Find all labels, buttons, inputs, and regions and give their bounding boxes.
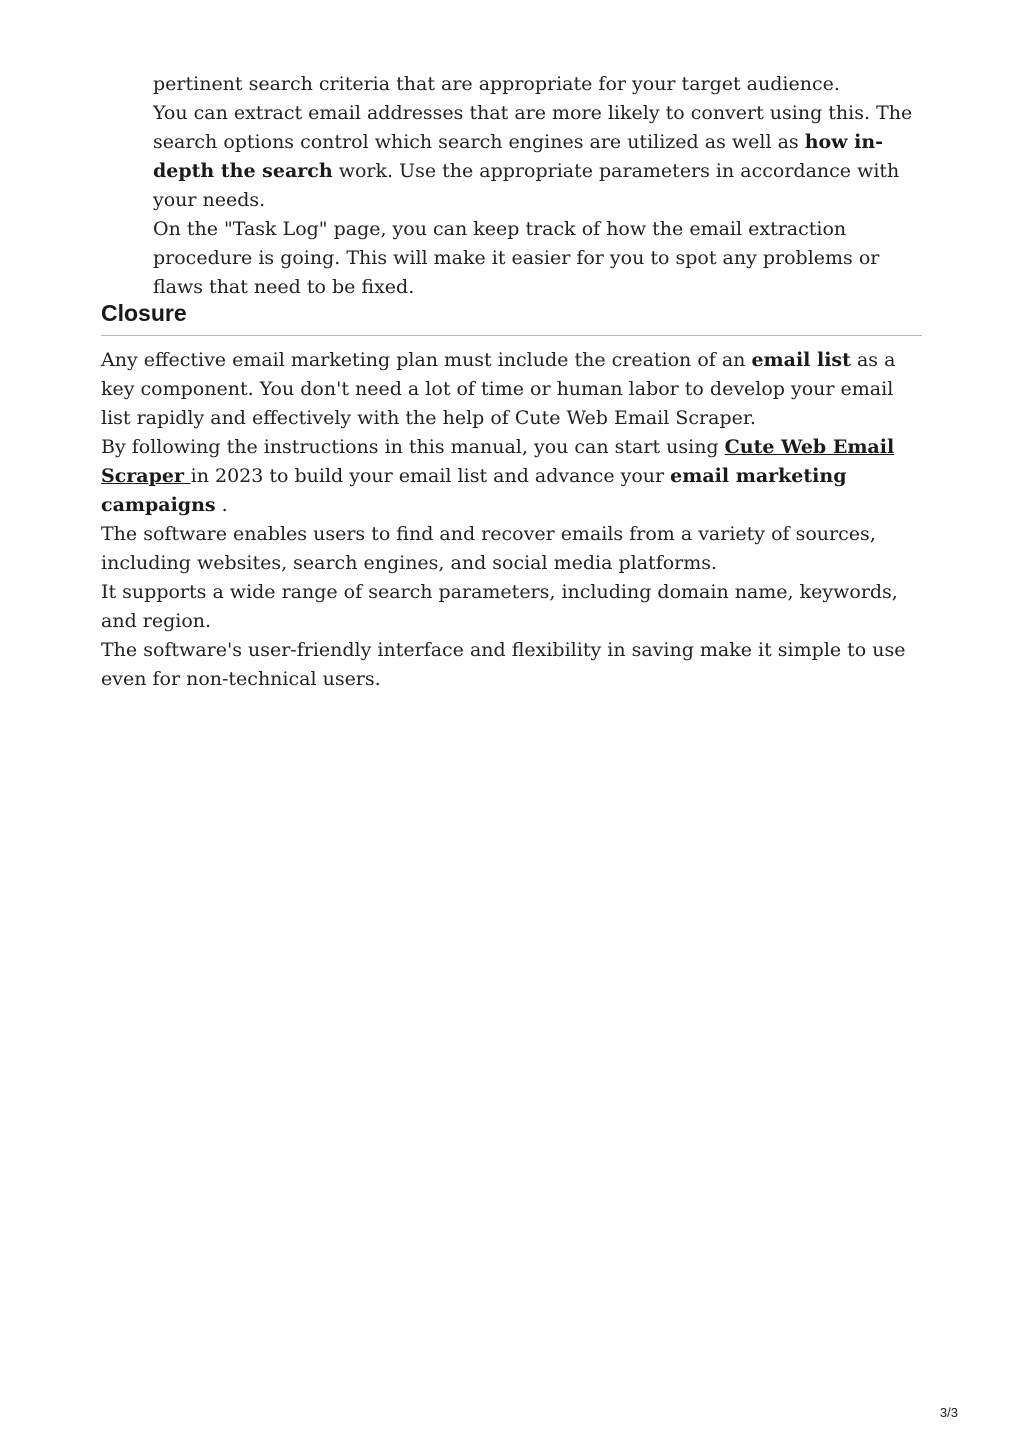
indented-section xyxy=(153,70,928,302)
text-span: You can extract email addresses that are more likely to convert using this. The search options control which search engines are utilized as well as xyxy=(153,102,913,153)
paragraph: It supports a wide range of search parameters, including domain name, keywords, and region. xyxy=(101,581,898,632)
paragraph: The software's user-friendly interface and flexibility in saving make it simple to use even for non-technical users. xyxy=(101,639,906,690)
cute-web-email-scraper-link[interactable]: Cute Web Email Scraper xyxy=(101,436,895,487)
paragraph xyxy=(153,99,928,215)
text-span: By following the instructions in this manual, you can start using xyxy=(101,436,725,458)
page-number: 3/3 xyxy=(939,1405,958,1420)
paragraph xyxy=(101,433,922,520)
section-heading-closure: Closure xyxy=(101,300,187,326)
bold-text: email list xyxy=(751,349,851,371)
paragraph: The software enables users to find and recover emails from a variety of sources, including websites, search engines, and social media platforms. xyxy=(101,523,876,574)
bold-text: email marketing campaigns xyxy=(101,465,847,516)
paragraph: pertinent search criteria that are appropriate for your target audience. xyxy=(153,73,840,95)
closure-section xyxy=(101,346,922,694)
heading-divider xyxy=(101,335,922,336)
paragraph xyxy=(101,346,922,433)
text-span: as a key component. You don't need a lot of time or human labor to develop your email list rapidly and effectively with the help of Cute Web Email Scraper. xyxy=(101,349,896,429)
bold-text: how in-depth the search xyxy=(153,131,884,182)
text-span: . xyxy=(215,494,228,516)
text-span: work. Use the appropriate parameters in accordance with your needs. xyxy=(153,160,900,211)
text-span: Any effective email marketing plan must include the creation of an xyxy=(101,349,752,371)
paragraph: On the "Task Log" page, you can keep track of how the email extraction procedure is going. This will make it easier for you to spot any problems or flaws that need to be fixed. xyxy=(153,218,880,298)
text-span: in 2023 to build your email list and advance your xyxy=(190,465,671,487)
